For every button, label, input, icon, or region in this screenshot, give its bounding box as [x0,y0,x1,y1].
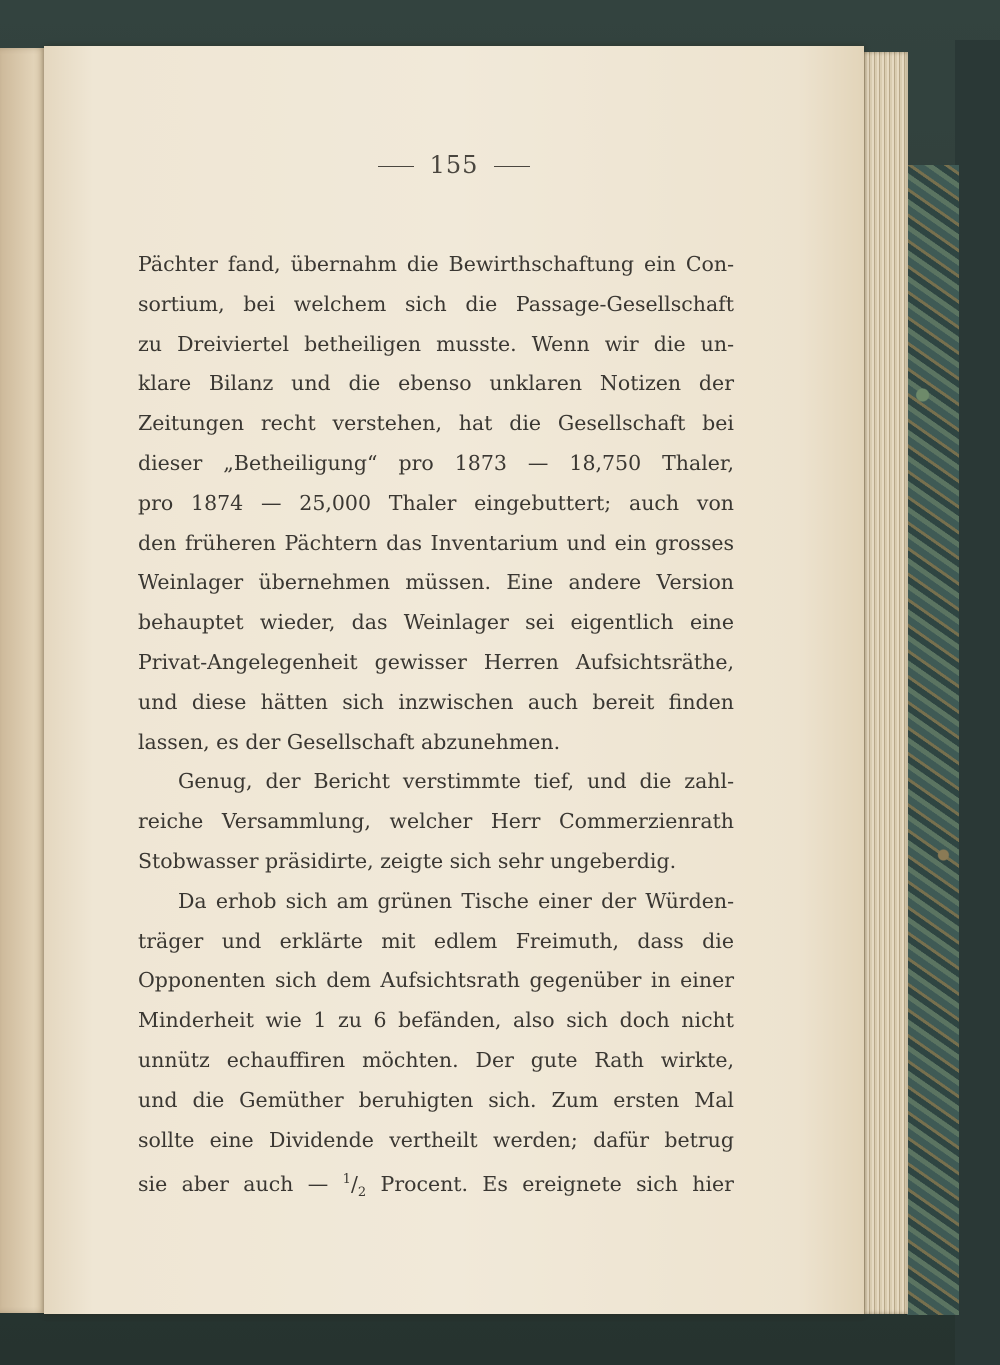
page-stack-edge [862,52,908,1314]
text-line: Genug, der Bericht verstimmte tief, und die zahl- [178,769,734,794]
text-line: Minderheit wie 1 zu 6 befänden, also sich doch nicht [138,1008,734,1033]
left-page-edge [0,48,48,1313]
final-line-after: Procent. Es ereignete sich hier [366,1172,734,1197]
text-line: sollte eine Dividende vertheilt werden; dafür betrug [138,1127,734,1152]
header-dash-right [494,166,530,167]
text-line: lassen, es der Gesellschaft abzunehmen. [138,729,561,754]
text-line: und die Gemüther beruhigten sich. Zum ersten Mal [138,1087,734,1112]
text-line: reiche Versammlung, welcher Herr Commerzienrath [138,809,734,834]
marbled-cover-edge [905,165,959,1315]
header-dash-left [378,166,414,167]
page-header [44,151,864,179]
text-line: behauptet wieder, das Weinlager sei eigentlich eine [138,610,734,635]
fraction-denominator: 2 [357,1185,367,1201]
body-text [138,245,734,1200]
text-line: und diese hätten sich inzwischen auch bereit finden [138,689,734,714]
text-line: sortium, bei welchem sich die Passage-Gesellschaft [138,291,734,316]
text-line: unnütz echauffiren möchten. Der gute Rath wirkte, [138,1047,734,1072]
text-line: pro 1874 — 25,000 Thaler eingebuttert; auch von [138,490,734,515]
text-line: Privat-Angelegenheit gewisser Herren Aufsichtsräthe, [138,649,734,674]
book-page [44,46,864,1314]
text-line: dieser „Betheiligung“ pro 1873 — 18,750 Thaler, [138,450,734,475]
text-line: den früheren Pächtern das Inventarium und ein grosses [138,530,734,555]
text-line-final [138,1160,734,1200]
fraction-slash: / [350,1172,358,1197]
text-line: klare Bilanz und die ebenso unklaren Notizen der [138,371,734,396]
page-number: 155 [429,151,479,179]
text-line: Zeitungen recht verstehen, hat die Gesellschaft bei [138,411,734,436]
text-line: Stobwasser präsidirte, zeigte sich sehr ungeberdig. [138,848,677,873]
fraction-half [342,1172,367,1201]
text-line: zu Dreiviertel betheiligen musste. Wenn wir die un- [138,331,734,356]
text-line: Da erhob sich am grünen Tische einer der Würden- [178,888,734,913]
final-line-before: sie aber auch — [138,1172,343,1197]
fraction-numerator: 1 [342,1172,351,1188]
book-cover-spine [955,40,1000,1365]
text-line: Weinlager übernehmen müssen. Eine andere Version [138,570,734,595]
text-line: Pächter fand, übernahm die Bewirthschaftung ein Con- [138,252,734,276]
text-line: träger und erklärte mit edlem Freimuth, dass die [138,928,734,953]
text-line: Opponenten sich dem Aufsichtsrath gegenüber in einer [138,968,734,993]
